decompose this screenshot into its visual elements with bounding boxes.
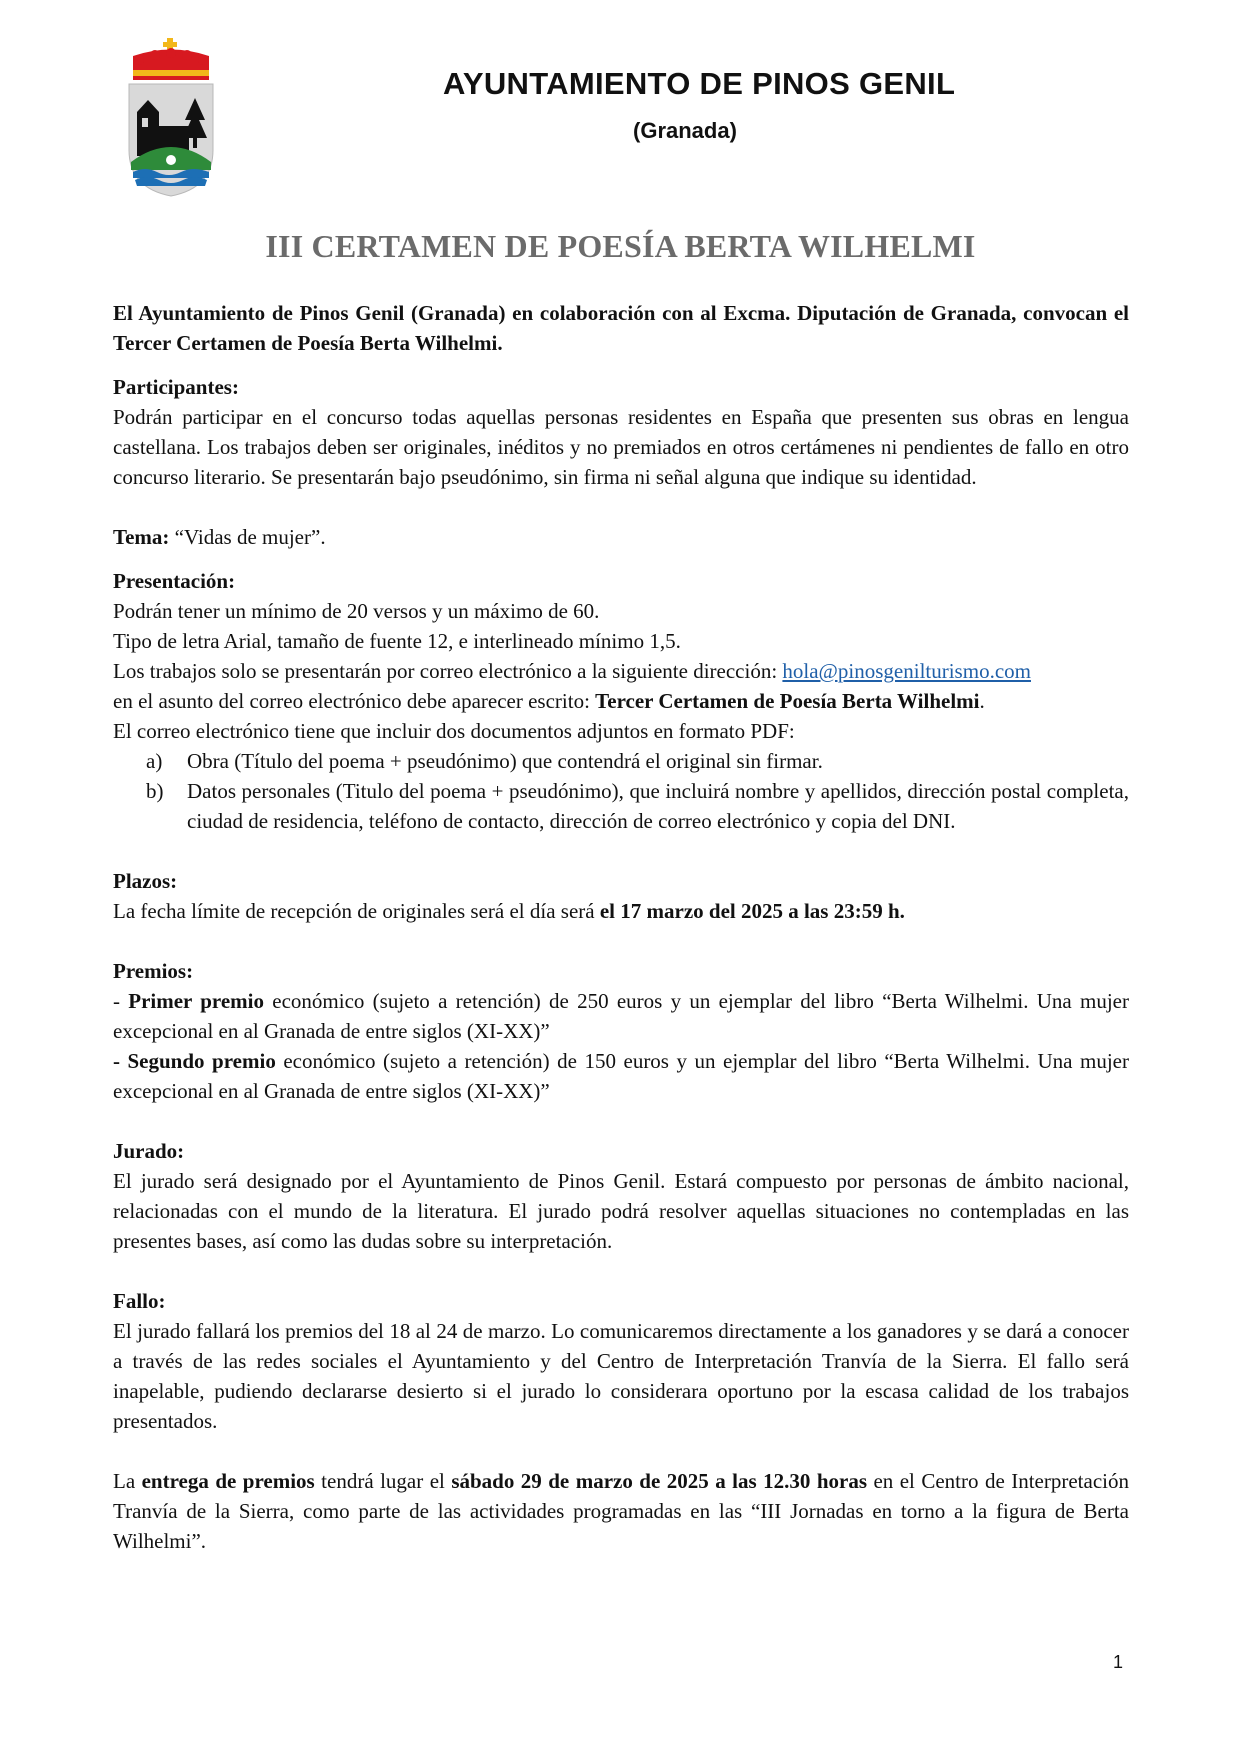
- presentacion-line-3: Los trabajos solo se presentarán por correo electrónico a la siguiente dirección:: [113, 659, 783, 683]
- intro-paragraph: El Ayuntamiento de Pinos Genil (Granada) en colaboración con al Excma. Diputación de Granada, convocan el Tercer Certamen de Poesía Berta Wilhelmi.: [113, 301, 1129, 355]
- second-prize-label: - Segundo premio: [113, 1049, 276, 1073]
- presentacion-line-4-end: .: [979, 689, 985, 713]
- fallo-heading: Fallo:: [113, 1289, 166, 1313]
- participantes-text: Podrán participar en el concurso todas aquellas personas residentes en España que presenten sus obras en lengua castellana. Los trabajos deben ser originales, inéditos y no premiados en otros certámenes ni pendientes de fallo en otro concurso literario. Se presentarán bajo pseudónimo, sin firma ni señal alguna que indique su identidad.: [113, 405, 1129, 489]
- section-fallo: [113, 1286, 1129, 1436]
- list-item: [113, 746, 1129, 776]
- fallo-text: El jurado fallará los premios del 18 al 24 de marzo. Lo comunicaremos directamente a los ganadores y se dará a conocer a través de las redes sociales el Ayuntamiento y del Centro de Interpretación Tranvía de la Sierra. El fallo será inapelable, pudiendo declararse desierto si el jurado lo considerara oportuno por la escasa calidad de los trabajos presentados.: [113, 1319, 1129, 1433]
- page-number: 1: [1113, 1652, 1124, 1672]
- organization-name: AYUNTAMIENTO DE PINOS GENIL: [443, 66, 956, 101]
- premios-heading: Premios:: [113, 959, 194, 983]
- organization-region: (Granada): [633, 118, 737, 143]
- first-prize-label: Primer premio: [128, 989, 265, 1013]
- list-marker: a): [146, 749, 163, 773]
- first-prize-dash: -: [113, 989, 129, 1013]
- plazos-text: La fecha límite de recepción de originales será el día será: [113, 899, 600, 923]
- list-item-text: Datos personales (Titulo del poema + pseudónimo), que incluirá nombre y apellidos, dirección postal completa, ciudad de residencia, teléfono de contacto, dirección de correo electrónico y copia del DNI.: [187, 779, 1129, 833]
- section-premios: [113, 956, 1129, 1106]
- second-prize-text: económico (sujeto a retención) de 150 euros y un ejemplar del libro “Berta Wilhelmi. Una mujer excepcional en al Granada de entre siglos (XI-XX)”: [113, 1049, 1129, 1103]
- jurado-text: El jurado será designado por el Ayuntamiento de Pinos Genil. Estará compuesto por personas de ámbito nacional, relacionadas con el mundo de la literatura. El jurado podrá resolver aquellas situaciones no contempladas en las presentes bases, así como las dudas sobre su interpretación.: [113, 1169, 1129, 1253]
- section-tema: [113, 522, 1129, 552]
- section-entrega: [113, 1466, 1129, 1556]
- entrega-date: sábado 29 de marzo de 2025 a las 12.30 horas: [451, 1469, 867, 1493]
- plazos-heading: Plazos:: [113, 869, 178, 893]
- entrega-text-2: tendrá lugar el: [314, 1469, 452, 1493]
- entrega-text-1: La: [113, 1469, 142, 1493]
- list-marker: b): [146, 779, 164, 803]
- email-subject: Tercer Certamen de Poesía Berta Wilhelmi: [595, 689, 980, 713]
- tema-text: “Vidas de mujer”.: [169, 525, 326, 549]
- document-title: III CERTAMEN DE POESÍA BERTA WILHELMI: [265, 228, 976, 264]
- presentacion-line-1: Podrán tener un mínimo de 20 versos y un máximo de 60.: [113, 599, 600, 623]
- entrega-label: entrega de premios: [141, 1469, 315, 1493]
- participantes-heading: Participantes:: [113, 375, 239, 399]
- entrega-text-3: en el Centro de Interpretación Tranvía de la Sierra, como parte de las actividades programadas en las “III Jornadas en torno a la figura de Berta Wilhelmi”.: [113, 1469, 1129, 1553]
- presentacion-line-5: El correo electrónico tiene que incluir dos documentos adjuntos en formato PDF:: [113, 719, 795, 743]
- section-jurado: [113, 1136, 1129, 1256]
- tema-heading: Tema:: [113, 525, 170, 549]
- presentacion-heading: Presentación:: [113, 569, 236, 593]
- presentacion-line-2: Tipo de letra Arial, tamaño de fuente 12, e interlineado mínimo 1,5.: [113, 629, 681, 653]
- section-presentacion: [113, 566, 1129, 836]
- plazos-date: el 17 marzo del 2025 a las 23:59 h.: [599, 899, 905, 923]
- coat-of-arms-logo: [125, 38, 217, 198]
- jurado-heading: Jurado:: [113, 1139, 185, 1163]
- section-plazos: [113, 866, 1129, 926]
- document-body: [113, 298, 1129, 1556]
- presentacion-line-4: en el asunto del correo electrónico debe aparecer escrito:: [113, 689, 596, 713]
- email-link[interactable]: hola@pinosgenilturismo.com: [782, 659, 1031, 683]
- first-prize-text: económico (sujeto a retención) de 250 euros y un ejemplar del libro “Berta Wilhelmi. Una mujer excepcional en al Granada de entre siglos (XI-XX)”: [113, 989, 1129, 1043]
- list-item-text: Obra (Título del poema + pseudónimo) que contendrá el original sin firmar.: [187, 749, 823, 773]
- section-participantes: [113, 372, 1129, 492]
- list-item: [113, 776, 1129, 836]
